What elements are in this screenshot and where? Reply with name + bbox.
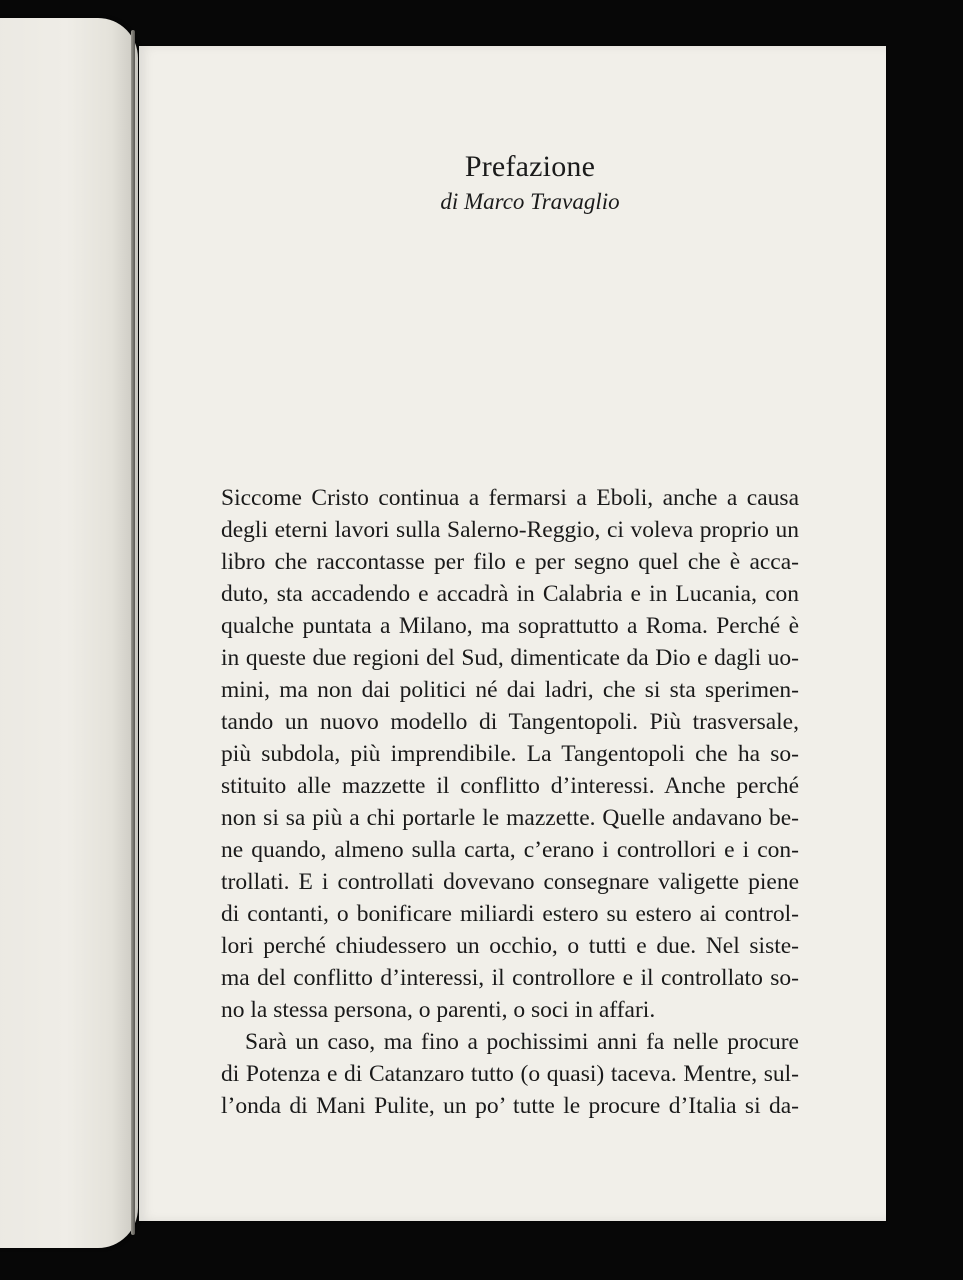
- text-line: di contanti, o bonificare miliardi estero su estero ai control-: [221, 901, 799, 927]
- text-line: degli eterni lavori sulla Salerno-Reggio, ci voleva proprio un: [221, 517, 799, 543]
- text-line: Siccome Cristo continua a fermarsi a Eboli, anche a causa: [221, 485, 799, 511]
- text-line: lori perché chiudessero un occhio, o tutti e due. Nel siste-: [221, 933, 799, 959]
- body-text: [221, 482, 799, 1122]
- left-page: [0, 18, 138, 1248]
- text-line: duto, sta accadendo e accadrà in Calabria e in Lucania, con: [221, 581, 799, 607]
- book-gutter: [131, 30, 135, 1235]
- text-line: libro che raccontasse per filo e per segno quel che è acca-: [221, 549, 799, 575]
- text-line: in queste due regioni del Sud, dimenticate da Dio e dagli uo-: [221, 645, 799, 671]
- text-line: più subdola, più imprendibile. La Tangentopoli che ha so-: [221, 741, 799, 767]
- text-line: non si sa più a chi portarle le mazzette. Quelle andavano be-: [221, 805, 799, 831]
- text-line: stituito alle mazzette il conflitto d’interessi. Anche perché: [221, 773, 799, 799]
- text-line: trollati. E i controllati dovevano consegnare valigette piene: [221, 869, 799, 895]
- text-line: l’onda di Mani Pulite, un po’ tutte le procure d’Italia si da-: [221, 1093, 799, 1119]
- text-line: ma del conflitto d’interessi, il controllore e il controllato so-: [221, 965, 799, 991]
- book-page: [139, 46, 886, 1221]
- text-line: no la stessa persona, o parenti, o soci in affari.: [221, 997, 656, 1023]
- text-line: di Potenza e di Catanzaro tutto (o quasi) taceva. Mentre, sul-: [221, 1061, 799, 1087]
- text-line: mini, ma non dai politici né dai ladri, che si sta sperimen-: [221, 677, 799, 703]
- chapter-title: Prefazione: [464, 150, 596, 183]
- text-line: ne quando, almeno sulla carta, c’erano i controllori e i con-: [221, 837, 799, 863]
- text-line: qualche puntata a Milano, ma soprattutto a Roma. Perché è: [221, 613, 799, 639]
- chapter-author: di Marco Travaglio: [440, 189, 620, 214]
- text-line: Sarà un caso, ma fino a pochissimi anni fa nelle procure: [245, 1029, 799, 1055]
- text-line: tando un nuovo modello di Tangentopoli. Più trasversale,: [221, 709, 799, 735]
